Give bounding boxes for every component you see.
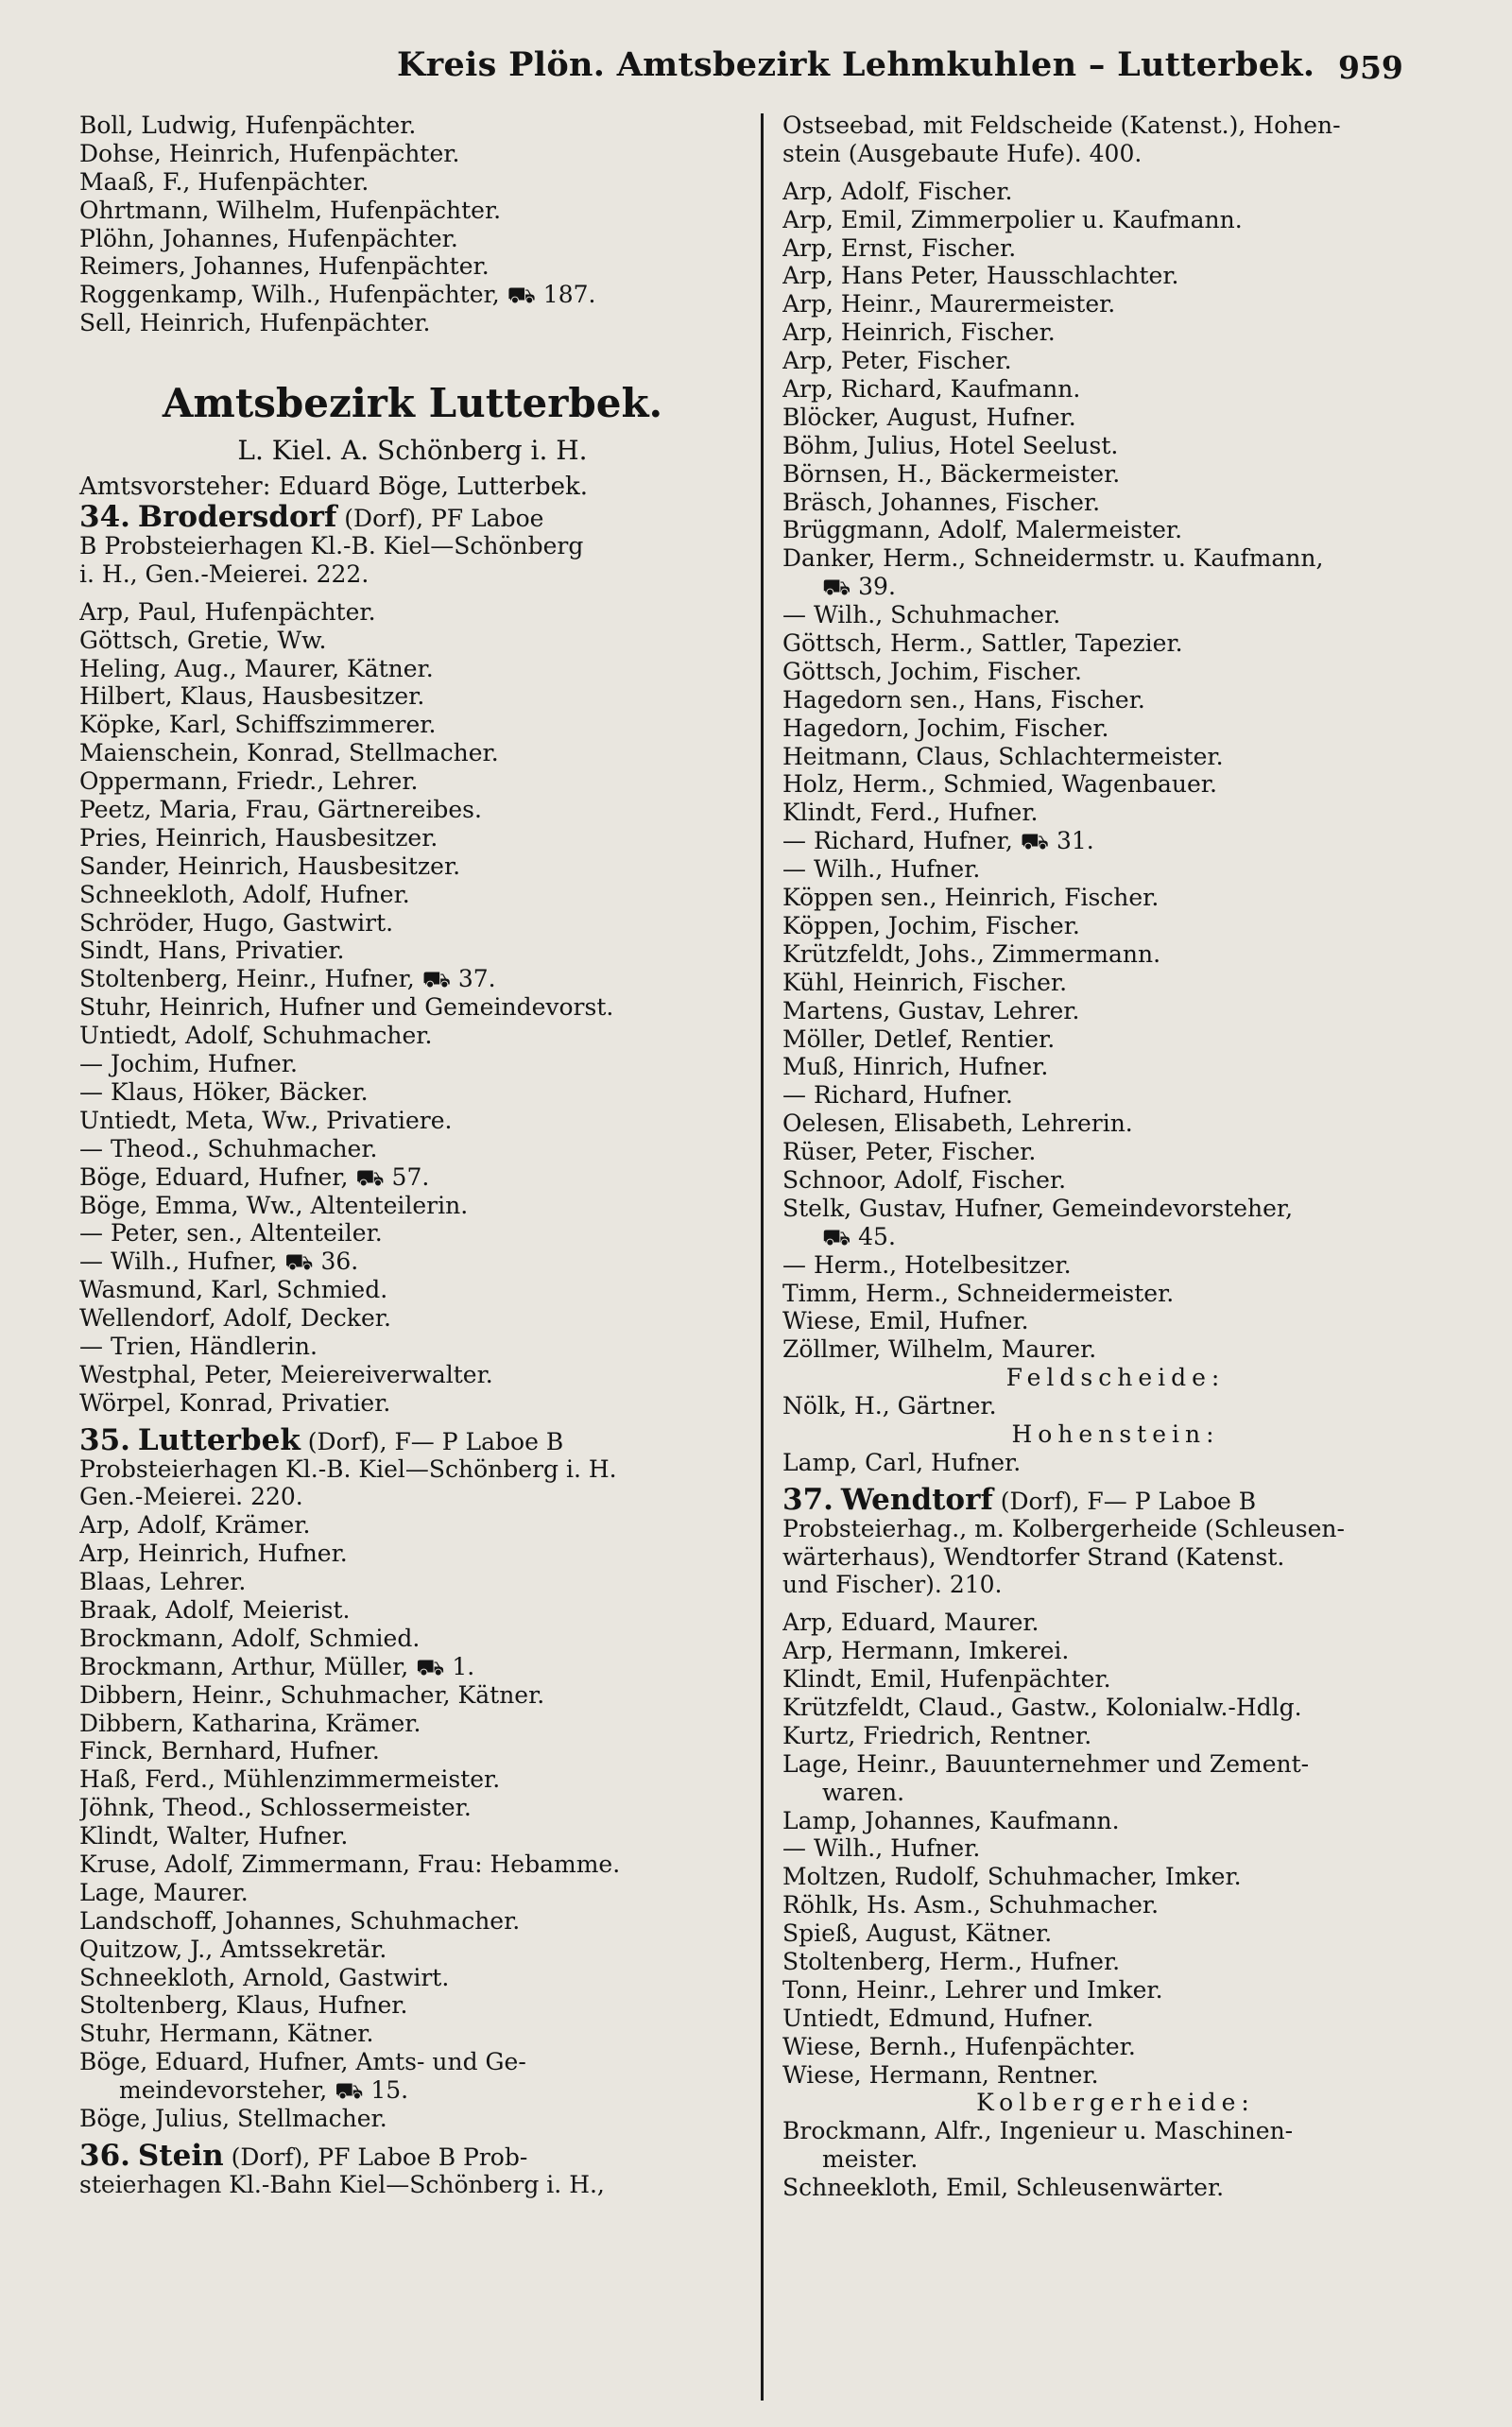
list-stein-d <box>782 1251 1449 1365</box>
entry-header-35: 35. Lutterbek (Dorf), F— P Laboe B <box>79 1426 564 1455</box>
list-item: Danker, Herm., Schneidermstr. u. Kaufmann, <box>782 544 1324 573</box>
entry-header-line: Gen.-Meierei. 220. <box>79 1483 303 1511</box>
list-item: Nölk, H., Gärtner. <box>782 1392 997 1420</box>
list-item: Roggenkamp, Wilh., Hufenpächter, ⛟ 187. <box>79 281 596 309</box>
list-item: Landschoff, Johannes, Schuhmacher. <box>79 1906 521 1935</box>
list-item: Boll, Ludwig, Hufenpächter. <box>79 112 417 139</box>
list-item: Brockmann, Arthur, Müller, ⛟ 1. <box>79 1652 475 1680</box>
car-icon: ⛟ <box>822 574 851 601</box>
list-item: — Jochim, Hufner. <box>79 1050 298 1078</box>
list-item: Spieß, August, Kätner. <box>782 1919 1053 1948</box>
list-item: stein (Ausgebaute Hufe). 400. <box>782 139 1143 167</box>
list-item: Tonn, Heinr., Lehrer und Imker. <box>782 1975 1163 2004</box>
list-brodersdorf-c <box>79 1192 746 1248</box>
list-item: Jöhnk, Theod., Schlossermeister. <box>79 1794 472 1822</box>
list-item: Böge, Eduard, Hufner, Amts- und Ge- <box>79 2048 526 2076</box>
list-item: — Richard, Hufner, ⛟ 31. <box>782 827 1094 855</box>
list-item: Stoltenberg, Klaus, Hufner. <box>79 1991 408 2020</box>
amtsvorsteher-line: Amtsvorsteher: Eduard Böge, Lutterbek. <box>79 473 589 502</box>
list-item: Arp, Richard, Kaufmann. <box>782 375 1081 404</box>
list-stein-b <box>782 601 1449 827</box>
subsection-kolbergerheide: Kolbergerheide: <box>976 2089 1255 2117</box>
list-item: — Wilh., Hufner. <box>782 855 981 884</box>
car-icon: ⛟ <box>507 282 536 309</box>
list-item: Köppen, Jochim, Fischer. <box>782 911 1080 939</box>
list-item: Timm, Herm., Schneidermeister. <box>782 1279 1175 1307</box>
list-item: Westphal, Peter, Meiereiverwalter. <box>79 1360 493 1388</box>
list-item: Maienschein, Konrad, Stellmacher. <box>79 739 499 767</box>
list-item: Blaas, Lehrer. <box>79 1568 247 1596</box>
list-item: Arp, Heinr., Maurermeister. <box>782 290 1116 318</box>
section-subheading: L. Kiel. A. Schönberg i. H. <box>237 435 588 467</box>
list-brodersdorf-a <box>79 598 746 966</box>
entry-header-34: 34. Brodersdorf (Dorf), PF Laboe <box>79 504 544 533</box>
list-item-continuation: meindevorsteher, ⛟ 15. <box>119 2076 409 2105</box>
list-item: Untiedt, Meta, Ww., Privatiere. <box>79 1106 453 1134</box>
list-item: Böge, Emma, Ww., Altenteilerin. <box>79 1191 469 1219</box>
list-item: Klindt, Walter, Hufner. <box>79 1822 349 1850</box>
list-item: Schnoor, Adolf, Fischer. <box>782 1165 1067 1194</box>
list-item: waren. <box>822 1778 905 1806</box>
list-item: Heling, Aug., Maurer, Kätner. <box>79 654 434 682</box>
list-item: Dibbern, Heinr., Schuhmacher, Kätner. <box>79 1680 545 1709</box>
list-item: Arp, Peter, Fischer. <box>782 347 1012 375</box>
list-item: Hilbert, Klaus, Hausbesitzer. <box>79 682 425 711</box>
list-item: Pries, Heinrich, Hausbesitzer. <box>79 823 438 852</box>
list-item: Möller, Detlef, Rentier. <box>782 1024 1056 1053</box>
list-item-continuation: ⛟ 39. <box>822 573 896 601</box>
list-item: Zöllmer, Wilhelm, Maurer. <box>782 1335 1097 1364</box>
column-divider <box>761 113 764 2401</box>
entry-header-line: Probsteierhag., m. Kolbergerheide (Schleusen- <box>782 1514 1345 1542</box>
list-item: Plöhn, Johannes, Hufenpächter. <box>79 224 458 252</box>
list-item: Wörpel, Konrad, Privatier. <box>79 1388 391 1417</box>
list-stein-a <box>782 178 1449 573</box>
entry-header-37: 37. Wendtorf (Dorf), F— P Laboe B <box>782 1486 1257 1515</box>
subsection-feldscheide: Feldscheide: <box>1005 1364 1226 1392</box>
list-item: Wasmund, Karl, Schmied. <box>79 1276 388 1304</box>
list-item: Wiese, Bernh., Hufenpächter. <box>782 2032 1136 2060</box>
list-item: Peetz, Maria, Frau, Gärtnereibes. <box>79 796 482 824</box>
car-icon: ⛟ <box>335 2077 364 2105</box>
list-item: Brockmann, Alfr., Ingenieur u. Maschinen- <box>782 2117 1294 2145</box>
entry-header-line: Probsteierhagen Kl.-B. Kiel—Schönberg i. H. <box>79 1454 617 1483</box>
list-item: — Theod., Schuhmacher. <box>79 1134 378 1162</box>
list-item: Dibbern, Katharina, Krämer. <box>79 1709 421 1737</box>
list-item: Klindt, Ferd., Hufner. <box>782 799 1039 827</box>
list-item: Köpke, Karl, Schiffszimmerer. <box>79 711 437 739</box>
right-column <box>782 112 1449 2202</box>
list-item: Oppermann, Friedr., Lehrer. <box>79 767 419 796</box>
list-item: Lamp, Carl, Hufner. <box>782 1448 1022 1476</box>
entry-header-36: 36. Stein (Dorf), PF Laboe B Prob- <box>79 2142 528 2171</box>
list-item: Untiedt, Adolf, Schuhmacher. <box>79 1022 433 1050</box>
list-item: Bräsch, Johannes, Fischer. <box>782 488 1101 516</box>
list-item: Arp, Adolf, Fischer. <box>782 177 1013 205</box>
list-item: Klindt, Emil, Hufenpächter. <box>782 1665 1111 1694</box>
list-item: Köppen sen., Heinrich, Fischer. <box>782 884 1160 912</box>
list-item: Heitmann, Claus, Schlachtermeister. <box>782 742 1224 770</box>
list-item: Kühl, Heinrich, Fischer. <box>782 968 1068 996</box>
list-item: Wellendorf, Adolf, Decker. <box>79 1304 391 1333</box>
list-item: Schröder, Hugo, Gastwirt. <box>79 908 394 937</box>
list-item: Ostseebad, mit Feldscheide (Katenst.), Hohen- <box>782 112 1341 139</box>
list-item: Sindt, Hans, Privatier. <box>79 937 345 965</box>
entry-header-line: steierhagen Kl.-Bahn Kiel—Schönberg i. H., <box>79 2170 605 2198</box>
list-item: — Richard, Hufner. <box>782 1081 1013 1110</box>
list-wendtorf <box>782 1609 1449 2089</box>
list-item: Stoltenberg, Herm., Hufner. <box>782 1948 1121 1975</box>
list-item: Böge, Julius, Stellmacher. <box>79 2105 387 2132</box>
left-column <box>79 112 746 2199</box>
list-item: Schneekloth, Arnold, Gastwirt. <box>79 1963 450 1991</box>
car-icon: ⛟ <box>355 1163 385 1191</box>
car-icon: ⛟ <box>416 1653 445 1680</box>
list-item: Krützfeldt, Claud., Gastw., Kolonialw.-Hdlg. <box>782 1693 1302 1721</box>
list-item: Böhm, Julius, Hotel Seelust. <box>782 431 1119 459</box>
section-heading: Amtsbezirk Lutterbek. <box>162 380 663 427</box>
list-item: Arp, Adolf, Krämer. <box>79 1511 311 1540</box>
list-item: Braak, Adolf, Meierist. <box>79 1595 351 1624</box>
entry-36-continuation <box>782 112 1449 168</box>
list-item: Muß, Hinrich, Hufner. <box>782 1053 1049 1081</box>
car-icon: ⛟ <box>1020 828 1049 855</box>
list-item: — Wilh., Hufner. <box>782 1834 981 1863</box>
list-item: Arp, Hermann, Imkerei. <box>782 1637 1070 1665</box>
list-item: Göttsch, Jochim, Fischer. <box>782 657 1082 685</box>
list-item: Arp, Emil, Zimmerpolier u. Kaufmann. <box>782 205 1243 233</box>
list-item: Brüggmann, Adolf, Malermeister. <box>782 516 1183 544</box>
list-item: Quitzow, J., Amtssekretär. <box>79 1935 387 1963</box>
list-item: Wiese, Hermann, Rentner. <box>782 2060 1099 2089</box>
list-item: Kruse, Adolf, Zimmermann, Frau: Hebamme. <box>79 1850 621 1878</box>
running-title: Kreis Plön. Amtsbezirk Lehmkuhlen – Lutterbek. <box>397 45 1315 84</box>
car-icon: ⛟ <box>421 966 451 993</box>
list-item: Schneekloth, Emil, Schleusenwärter. <box>782 2174 1225 2202</box>
list-item: Wiese, Emil, Hufner. <box>782 1307 1029 1335</box>
list-item: — Peter, sen., Altenteiler. <box>79 1219 383 1248</box>
page-number: 959 <box>1338 49 1403 86</box>
list-item: Göttsch, Gretie, Ww. <box>79 626 327 654</box>
list-item: Kurtz, Friedrich, Rentner. <box>782 1721 1092 1749</box>
list-item: Böge, Eduard, Hufner, ⛟ 57. <box>79 1162 430 1191</box>
subsection-hohenstein: Hohenstein: <box>1011 1420 1220 1448</box>
list-item: — Trien, Händlerin. <box>79 1332 318 1360</box>
list-item: Lamp, Johannes, Kaufmann. <box>782 1806 1120 1834</box>
list-item: — Herm., Hotelbesitzer. <box>782 1250 1072 1279</box>
list-item: Oelesen, Elisabeth, Lehrerin. <box>782 1110 1133 1138</box>
list-item: Sander, Heinrich, Hausbesitzer. <box>79 852 461 880</box>
list-item: — Wilh., Hufner, ⛟ 36. <box>79 1248 359 1276</box>
list-item: Dohse, Heinrich, Hufenpächter. <box>79 139 460 167</box>
list-item: Lage, Maurer. <box>79 1878 249 1906</box>
list-item: Arp, Ernst, Fischer. <box>782 233 1017 262</box>
entry-header-line: i. H., Gen.-Meierei. 222. <box>79 559 369 588</box>
list-item: Brockmann, Adolf, Schmied. <box>79 1624 421 1652</box>
list-lehmkuhlen-end <box>79 112 746 281</box>
list-item: Stoltenberg, Heinr., Hufner, ⛟ 37. <box>79 965 496 993</box>
list-brodersdorf-b <box>79 993 746 1162</box>
list-item: Sell, Heinrich, Hufenpächter. <box>79 309 431 337</box>
list-item: Röhlk, Hs. Asm., Schuhmacher. <box>782 1891 1160 1919</box>
list-item: Krützfeldt, Johs., Zimmermann. <box>782 939 1161 968</box>
list-item: Haß, Ferd., Mühlenzimmermeister. <box>79 1765 501 1794</box>
list-item: Arp, Heinrich, Hufner. <box>79 1540 348 1568</box>
list-item: Untiedt, Edmund, Hufner. <box>782 2004 1094 2032</box>
list-item: — Klaus, Höker, Bäcker. <box>79 1077 369 1106</box>
entry-header-line: B Probsteierhagen Kl.-B. Kiel—Schönberg <box>79 532 584 560</box>
list-item: Arp, Paul, Hufenpächter. <box>79 597 376 626</box>
list-item: Schneekloth, Adolf, Hufner. <box>79 880 410 908</box>
list-item: Rüser, Peter, Fischer. <box>782 1138 1037 1166</box>
list-stein-c <box>782 855 1449 1223</box>
list-brodersdorf-d <box>79 1276 746 1417</box>
list-item: Stelk, Gustav, Hufner, Gemeindevorsteher, <box>782 1194 1294 1222</box>
entry-header-line: und Fischer). 210. <box>782 1571 1003 1599</box>
list-item: Börnsen, H., Bäckermeister. <box>782 459 1121 488</box>
spacer <box>79 337 746 375</box>
car-icon: ⛟ <box>284 1248 314 1276</box>
list-lutterbek-b <box>79 1681 746 2049</box>
page-header <box>0 45 1512 102</box>
list-item: Hagedorn, Jochim, Fischer. <box>782 714 1109 742</box>
list-item: Holz, Herm., Schmied, Wagenbauer. <box>782 770 1217 799</box>
list-item: Finck, Bernhard, Hufner. <box>79 1737 380 1765</box>
list-item: Ohrtmann, Wilhelm, Hufenpächter. <box>79 196 502 224</box>
list-item: Lage, Heinr., Bauunternehmer und Zement- <box>782 1749 1310 1778</box>
list-item-continuation: ⛟ 45. <box>822 1222 896 1250</box>
list-item-continuation: meister. <box>822 2145 919 2174</box>
list-item: Arp, Hans Peter, Hausschlachter. <box>782 262 1179 290</box>
list-item: Göttsch, Herm., Sattler, Tapezier. <box>782 629 1183 658</box>
list-item: Martens, Gustav, Lehrer. <box>782 996 1080 1024</box>
list-item: Arp, Eduard, Maurer. <box>782 1609 1040 1637</box>
car-icon: ⛟ <box>822 1223 851 1250</box>
list-item: Hagedorn sen., Hans, Fischer. <box>782 685 1145 714</box>
entry-header-line: wärterhaus), Wendtorfer Strand (Katenst. <box>782 1542 1285 1571</box>
list-item: Maaß, F., Hufenpächter. <box>79 167 369 196</box>
list-item: Stuhr, Hermann, Kätner. <box>79 2020 374 2048</box>
list-item: Reimers, Johannes, Hufenpächter. <box>79 252 490 281</box>
list-item: Arp, Heinrich, Fischer. <box>782 318 1056 347</box>
list-item: — Wilh., Schuhmacher. <box>782 601 1061 629</box>
list-item: Blöcker, August, Hufner. <box>782 403 1076 431</box>
list-lutterbek-a <box>79 1511 746 1652</box>
list-item: Moltzen, Rudolf, Schuhmacher, Imker. <box>782 1863 1242 1891</box>
list-item: Stuhr, Heinrich, Hufner und Gemeindevorst. <box>79 993 614 1022</box>
